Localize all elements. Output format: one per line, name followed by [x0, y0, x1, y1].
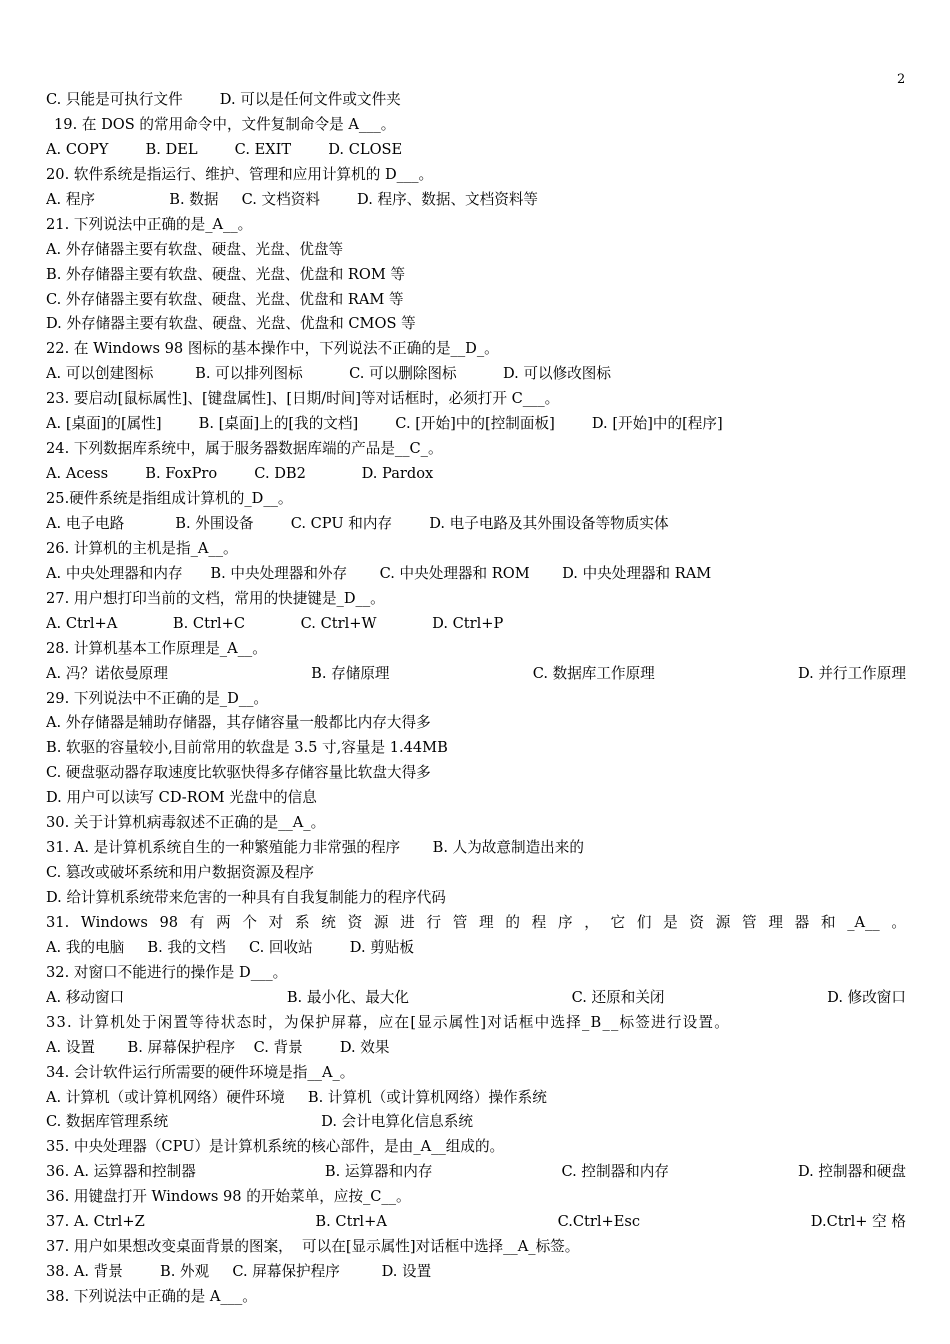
text-segment: 管 [742, 913, 757, 931]
text-segment: 们 [636, 913, 652, 931]
option-line: C. 硬盘驱动器存取速度比软驱快得多存储容量比软盘大得多 [46, 764, 431, 782]
question-line: 34. 会计软件运行所需要的硬件环境是指__A_。 [46, 1063, 355, 1081]
text-segment: 序 [557, 913, 573, 931]
question-line: 33. 计算机处于闲置等待状态时，为保护屏幕，应在[显示属性]对话框中选择_B__标签进行设置。 [46, 1013, 731, 1031]
option-line: A. 外存储器是辅助存储器，其存储容量一般都比内存大得多 [46, 714, 431, 732]
text-segment: 资 [689, 913, 705, 931]
options-line: A. 计算机（或计算机网络）硬件环境 B. 计算机（或计算机网络）操作系统 [46, 1088, 547, 1106]
question-line: 38. 下列说法中正确的是 A___。 [46, 1288, 257, 1305]
options-line [46, 1210, 906, 1235]
text-segment: 对 [268, 913, 284, 931]
text-segment: D. 修改窗口 [827, 988, 906, 1006]
text-segment: 和 [820, 913, 836, 931]
question-line: 29. 下列说法中不正确的是_D__。 [46, 689, 268, 707]
text-segment: 器 [794, 913, 810, 931]
text-segment: A. 冯？诺依曼原理 [46, 664, 168, 682]
options-line: A. Acess B. FoxPro C. DB2 D. Pardox [46, 465, 434, 483]
text-segment: 两 [216, 913, 231, 931]
text-segment: 它 [610, 913, 626, 931]
text-segment: 98 [159, 913, 179, 931]
option-line: D. 外存储器主要有软盘、硬盘、光盘、优盘和 CMOS 等 [46, 315, 416, 333]
options-line: A. 可以创建图标 B. 可以排列图标 C. 可以删除图标 D. 可以修改图标 [46, 365, 611, 383]
text-segment: 的 [505, 913, 520, 931]
question-line: 20. 软件系统是指运行、维护、管理和应用计算机的 D___。 [46, 165, 434, 183]
question-line: 25.硬件系统是指组成计算机的_D__。 [46, 490, 293, 507]
options-line: A. 电子电路 B. 外围设备 C. CPU 和内存 D. 电子电路及其外围设备等物质实体 [46, 514, 669, 532]
question-line: 30. 关于计算机病毒叙述不正确的是__A_。 [46, 814, 326, 832]
option-line: D. 给计算机系统带来危害的一种具有自我复制能力的程序代码 [46, 889, 446, 906]
text-segment: D. 控制器和硬盘 [797, 1163, 906, 1181]
options-line: A. [桌面]的[属性] B. [桌面]上的[我的文档] C. [开始]中的[控制面板] D. [开始]中的[程序] [46, 415, 723, 433]
options-line: A. 程序 B. 数据 C. 文档资料 D. 程序、数据、文档资料等 [46, 190, 539, 208]
text-segment: C.Ctrl+Esc [557, 1213, 641, 1231]
text-segment: 理 [768, 913, 783, 931]
text-segment: 理 [479, 913, 494, 931]
option-line: C. 篡改或破坏系统和用户数据资源及程序 [46, 864, 315, 882]
text-segment: 统 [321, 913, 336, 931]
options-line: 31. A. 是计算机系统自生的一种繁殖能力非常强的程序 B. 人为故意制造出来的 [46, 839, 584, 857]
text-segment: 系 [294, 913, 310, 931]
text-segment: 进 [400, 913, 415, 931]
option-line: A. 外存储器主要有软盘、硬盘、光盘、优盘等 [46, 240, 344, 258]
options-line [46, 1160, 906, 1185]
question-line: 36. 用键盘打开 Windows 98 的开始菜单，应按_C__。 [46, 1188, 411, 1206]
text-segment: 行 [426, 913, 442, 931]
options-line: 38. A. 背景 B. 外观 C. 屏幕保护程序 D. 设置 [46, 1263, 432, 1281]
question-line: 35. 中央处理器（CPU）是计算机系统的核心部件，是由_A__组成的。 [46, 1138, 505, 1156]
options-line: A. 设置 B. 屏幕保护程序 C. 背景 D. 效果 [46, 1038, 390, 1056]
text-segment: Windows [80, 913, 148, 931]
question-line: 23. 要启动[鼠标属性]、[键盘属性]、[日期/时间]等对话框时，必须打开 C___。 [46, 390, 560, 408]
options-line: C. 数据库管理系统 D. 会计电算化信息系统 [46, 1113, 473, 1131]
text-segment: 源 [373, 913, 389, 931]
text-segment: 有 [189, 913, 205, 931]
question-line: 37. 用户如果想改变桌面背景的图案， 可以在[显示属性]对话框中选择__A_标签。 [46, 1238, 580, 1256]
text-segment: 资 [347, 913, 363, 931]
text-segment: C. 还原和关闭 [571, 988, 665, 1006]
text-segment: D.Ctrl+ 空 格 [810, 1213, 906, 1231]
question-line: 19. 在 DOS 的常用命令中，文件复制命令是 A___。 [54, 115, 396, 133]
text-segment: _A__ [847, 913, 880, 931]
option-line: C. 外存储器主要有软盘、硬盘、光盘、优盘和 RAM 等 [46, 290, 404, 308]
text-segment: 个 [242, 913, 257, 931]
question-line: 22. 在 Windows 98 图标的基本操作中，下列说法不正确的是__D_。 [46, 340, 499, 358]
options-line [46, 986, 906, 1011]
text-segment: B. 存储原理 [311, 664, 390, 682]
text-segment: B. Ctrl+A [315, 1213, 387, 1231]
option-line: B. 软驱的容量较小,目前常用的软盘是 3.5 寸,容量是 1.44MB [46, 739, 448, 757]
question-line [46, 911, 906, 936]
text-segment: 源 [715, 913, 731, 931]
options-line: A. COPY B. DEL C. EXIT D. CLOSE [46, 140, 403, 158]
page-number: 2 [897, 72, 906, 87]
text-line: C. 只能是可执行文件 D. 可以是任何文件或文件夹 [46, 91, 401, 108]
text-segment: ， [584, 913, 599, 931]
text-segment: 。 [891, 913, 906, 931]
text-segment: D. 并行工作原理 [797, 664, 906, 682]
document-body [46, 88, 906, 1310]
option-line: D. 用户可以读写 CD-ROM 光盘中的信息 [46, 789, 317, 807]
options-line [46, 662, 906, 687]
options-line: A. 中央处理器和内存 B. 中央处理器和外存 C. 中央处理器和 ROM D. 中央处理器和 RAM [46, 564, 712, 582]
question-line: 26. 计算机的主机是指_A__。 [46, 539, 238, 557]
text-segment: 36. A. 运算器和控制器 [46, 1163, 196, 1181]
options-line: A. Ctrl+A B. Ctrl+C C. Ctrl+W D. Ctrl+P [46, 614, 504, 632]
question-line: 27. 用户想打印当前的文档，常用的快捷键是_D__。 [46, 589, 385, 607]
question-line: 24. 下列数据库系统中，属于服务器数据库端的产品是__C_。 [46, 440, 443, 458]
text-segment: A. 移动窗口 [46, 988, 125, 1006]
text-segment: C. 控制器和内存 [561, 1163, 669, 1181]
text-segment: 程 [531, 913, 547, 931]
text-segment: C. 数据库工作原理 [532, 664, 655, 682]
text-segment: 31. [46, 913, 70, 931]
text-segment: 37. A. Ctrl+Z [46, 1213, 145, 1231]
question-line: 32. 对窗口不能进行的操作是 D___。 [46, 963, 288, 981]
options-line: A. 我的电脑 B. 我的文档 C. 回收站 D. 剪贴板 [46, 938, 415, 956]
text-segment: B. 运算器和内存 [324, 1163, 433, 1181]
question-line: 21. 下列说法中正确的是_A__。 [46, 215, 253, 233]
text-segment: 管 [452, 913, 468, 931]
text-segment: 是 [663, 913, 678, 931]
option-line: B. 外存储器主要有软盘、硬盘、光盘、优盘和 ROM 等 [46, 265, 406, 283]
text-segment: B. 最小化、最大化 [286, 988, 409, 1006]
question-line: 28. 计算机基本工作原理是_A__。 [46, 639, 267, 657]
